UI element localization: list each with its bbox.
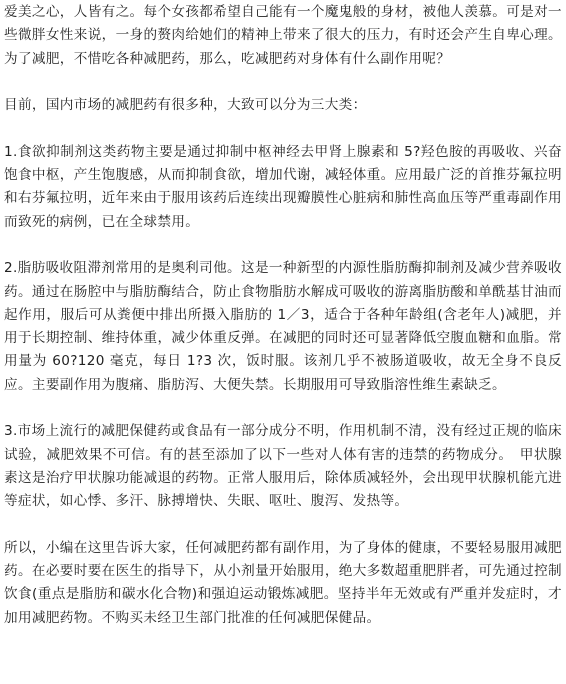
paragraph-gap [4, 117, 562, 140]
intro-paragraph: 爱美之心，人皆有之。每个女孩都希望自己能有一个魔鬼般的身材，被他人羡慕。可是对一些微胖女性来说，一身的赘肉给她们的精神上带来了很大的压力，有时还会产生自卑心理。为了减肥，不惜吃各种减肥药，那么，吃减肥药对身体有什么副作用呢？ [4, 4, 562, 67]
paragraph-gap [4, 234, 562, 257]
appetite-suppressant-paragraph: 1.食欲抑制剂这类药物主要是通过抑制中枢神经去甲肾上腺素和 5?羟色胺的再吸收、兴奋饱食中枢，产生饱腹感，从而抑制食欲，增加代谢，减轻体重。应用最广泛的首推芬氟拉明和右芬氟拉明，近年来由于服用该药后连续出现瓣膜性心脏病和肺性高血压等严重毒副作用而致死的病例，已在全球禁用。 [4, 143, 562, 230]
paragraph-gap [4, 397, 562, 420]
overview-paragraph: 目前，国内市场的减肥药有很多种，大致可以分为三大类： [4, 97, 367, 114]
health-products-paragraph: 3.市场上流行的减肥保健药或食品有一部分成分不明，作用机制不清，没有经过正规的临床试验，减肥效果不可信。有的甚至添加了以下一些对人体有害的违禁的药物成分。 甲状腺素这是治疗甲状腺功能减退的药物。正常人服用后，除体质减轻外，会出现甲状腺机能亢进等症状，如心悸、多汗、脉搏增快、失眠、呕吐、腹泻、发热等。 [4, 423, 562, 510]
paragraph-gap [4, 514, 562, 537]
paragraph-gap [4, 71, 562, 94]
conclusion-paragraph: 所以，小编在这里告诉大家，任何减肥药都有副作用，为了身体的健康，不要轻易服用减肥药。在必要时要在医生的指导下，从小剂量开始服用，绝大多数超重肥胖者，可先通过控制饮食(重点是脂肪和碳水化合物)和强迫运动锻炼减肥。坚持半年无效或有严重并发症时，才加用减肥药物。不购买未经卫生部门批准的任何减肥保健品。 [4, 539, 562, 626]
fat-absorption-blocker-paragraph: 2.脂肪吸收阻滞剂常用的是奥利司他。这是一种新型的内源性脂肪酶抑制剂及减少营养吸收药。通过在肠腔中与脂肪酶结合，防止食物脂肪水解成可吸收的游离脂肪酸和单酰基甘油而起作用，服后可从粪便中排出所摄入脂肪的 1／3，适合于各种年龄组(含老年人)减肥，并用于长期控制、维持体重，减少体重反弹。在减肥的同时还可显著降低空腹血糖和血脂。常用量为 60?120 毫克，每日 1?3 次，饭时服。该剂几乎不被肠道吸收，故无全身不良反应。主要副作用为腹痛、脂肪泻、大便失禁。长期服用可导致脂溶性维生素缺乏。 [4, 260, 562, 393]
